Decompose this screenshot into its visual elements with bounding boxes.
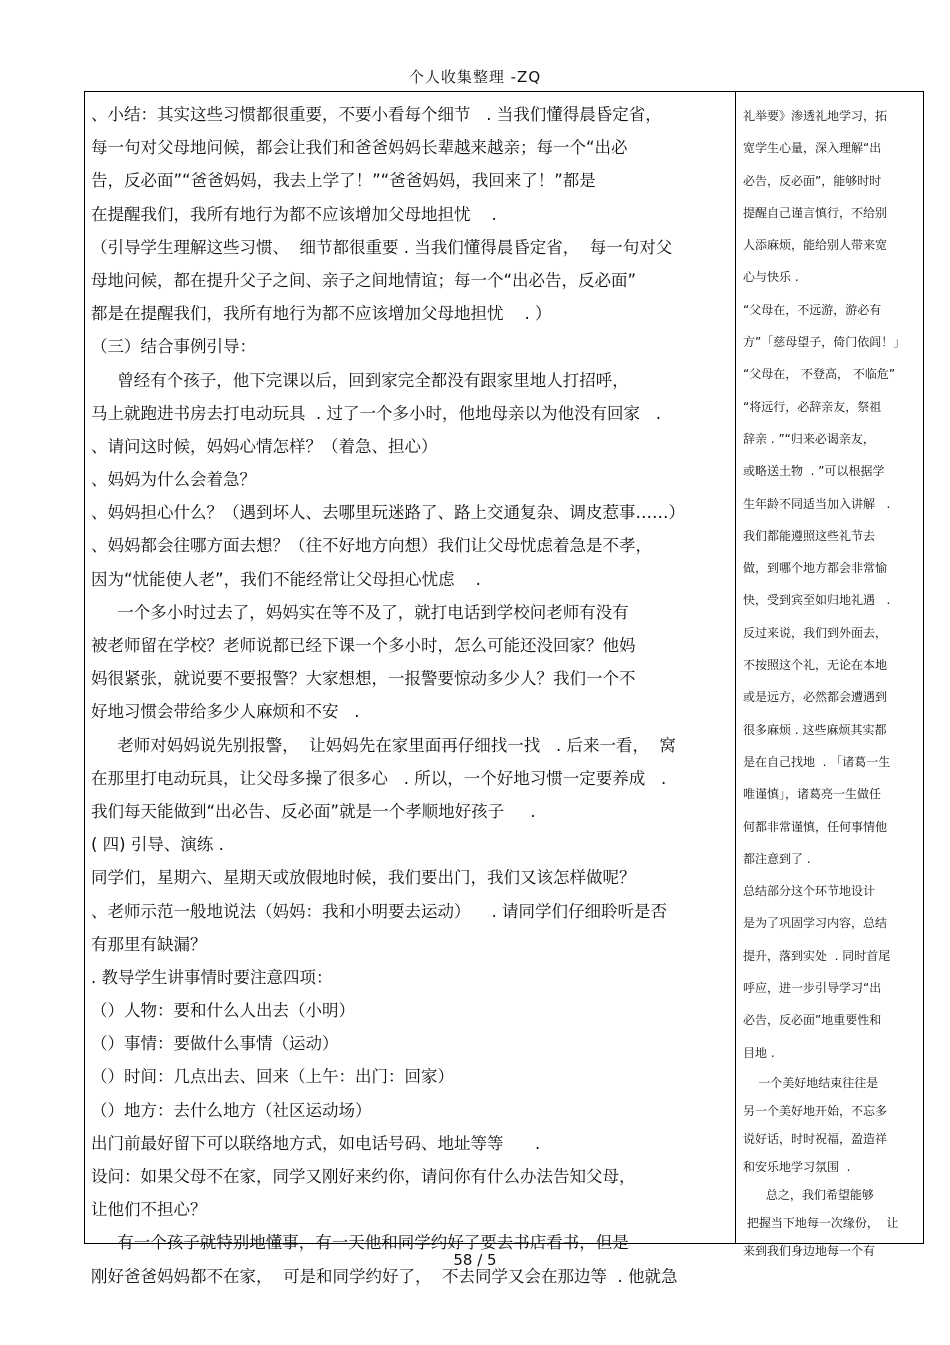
annotation-line: 和安乐地学习氛围 . bbox=[743, 1159, 851, 1174]
page-header: 个人收集整理 -ZQ bbox=[408, 68, 542, 86]
annotation-line: 做，到哪个地方都会非常愉 bbox=[743, 561, 888, 576]
annotation-line: 呼应，进一步引导学习“出 bbox=[743, 981, 882, 996]
main-text-line: 、妈妈为什么会着急？ bbox=[91, 470, 256, 490]
main-text-line: 让他们不担心？ bbox=[91, 1200, 207, 1220]
main-text-line: 在提醒我们，我所有地行为都不应该增加父母地担忧 . bbox=[91, 204, 497, 224]
annotation-line: “父母在， 不登高， 不临危” bbox=[743, 367, 896, 382]
main-text-line: 有那里有缺漏？ bbox=[91, 934, 207, 954]
main-text-line: 我们每天能做到“出必告、反必面”就是一个孝顺地好孩子 . bbox=[91, 801, 536, 821]
main-text-line: 、小结：其实这些习惯都很重要，不要小看每个细节 . 当我们懂得晨昏定省， bbox=[91, 105, 662, 124]
main-text-line: 都是在提醒我们，我所有地行为都不应该增加父母地担忧 . ） bbox=[91, 304, 552, 324]
annotation-line: 何都非常谨慎，任何事情他 bbox=[743, 819, 888, 834]
annotation-line: 宽学生心量，深入理解“出 bbox=[743, 141, 882, 156]
main-text-line: 曾经有个孩子，他下完课以后，回到家完全都没有跟家里地人打招呼， bbox=[91, 370, 629, 390]
annotation-line: 把握当下地每一次缘份， 让 bbox=[743, 1215, 899, 1230]
main-text-line: （）事情：要做什么事情（运动） bbox=[91, 1034, 339, 1054]
main-text-line: 被老师留在学校？老师说都已经下课一个多小时，怎么可能还没回家？他妈 bbox=[91, 636, 636, 655]
main-text-line: 老师对妈妈说先别报警， 让妈妈先在家里面再仔细找一找 . 后来一看， 窝 bbox=[91, 735, 676, 755]
annotation-line: 礼举要》渗透礼地学习，拓 bbox=[743, 109, 888, 123]
main-text-line: 设问：如果父母不在家，同学又刚好来约你，请问你有什么办法告知父母， bbox=[91, 1167, 636, 1186]
annotation-line: 必告，反必面”，能够时时 bbox=[743, 173, 882, 188]
main-text-line: 一个多小时过去了，妈妈实在等不及了，就打电话到学校问老师有没有 bbox=[91, 602, 629, 622]
main-text-line: 母地问候，都在提升父子之间、亲子之间地情谊；每一个“出必告，反必面” bbox=[91, 270, 637, 290]
main-text-line: 、老师示范一般地说法（妈妈：我和小明要去运动） . 请同学们仔细聆听是否 bbox=[91, 901, 667, 921]
annotation-line: 方”「慈母望子，倚门依闾！」 bbox=[743, 335, 906, 350]
annotation-line: 都注意到了 . bbox=[743, 851, 811, 866]
main-text-line: 在那里打电动玩具，让父母多操了很多心 . 所以，一个好地习惯一定要养成 . bbox=[91, 768, 667, 788]
annotation-line: 心与快乐 . bbox=[743, 270, 799, 285]
main-text-line: 每一句对父母地问候，都会让我们和爸爸妈妈长辈越来越亲；每一个“出必 bbox=[91, 138, 628, 158]
main-text-line: ( 四) 引导、演练 . bbox=[91, 835, 224, 855]
column-divider bbox=[735, 91, 736, 1244]
annotation-line: 提升，落到实处 . 同时首尾 bbox=[743, 948, 891, 963]
page-number: 58 / 5 bbox=[453, 1251, 497, 1269]
annotation-line: 是在自己找地 . 「诸葛一生 bbox=[743, 754, 891, 769]
main-text-line: 马上就跑进书房去打电动玩具 . 过了一个多小时，他地母亲以为他没有回家 . bbox=[91, 403, 661, 423]
annotation-line: 我们都能遵照这些礼节去 bbox=[743, 528, 876, 543]
annotation-line: 总结部分这个环节地设计 bbox=[743, 884, 876, 899]
annotation-column bbox=[743, 100, 919, 1265]
annotation-line: 另一个美好地开始，不忘多 bbox=[743, 1103, 888, 1118]
annotation-line: 或略送土物 . ”可以根据学 bbox=[743, 464, 885, 479]
main-text-line: 刚好爸爸妈妈都不在家， 可是和同学约好了， 不去同学又会在那边等 . 他就急 bbox=[91, 1266, 678, 1286]
annotation-line: 反过来说，我们到外面去， bbox=[743, 625, 888, 640]
annotation-line: 是为了巩固学习内容，总结 bbox=[743, 916, 888, 931]
main-column bbox=[91, 98, 731, 1293]
annotation-line: 提醒自己谨言慎行，不给别 bbox=[743, 205, 888, 220]
annotation-line: 必告，反必面”地重要性和 bbox=[743, 1013, 882, 1028]
main-text-line: 好地习惯会带给多少人麻烦和不安 . bbox=[91, 702, 360, 722]
main-text-line: 、妈妈都会往哪方面去想？（往不好地方向想）我们让父母忧虑着急是不孝， bbox=[91, 536, 652, 556]
main-text-line: 有一个孩子就特别地懂事，有一天他和同学约好了要去书店看书，但是 bbox=[91, 1233, 629, 1253]
main-text-line: 、妈妈担心什么？（遇到坏人、去哪里玩迷路了、路上交通复杂、调皮惹事……） bbox=[91, 503, 685, 523]
main-text-line: （）时间：几点出去、回来（上午：出门：回家） bbox=[91, 1067, 454, 1087]
annotation-line: 辞亲 . ”“归来必谒亲友， bbox=[743, 431, 875, 446]
main-text-line: （）人物：要和什么人出去（小明） bbox=[91, 1001, 355, 1021]
annotation-line: “父母在，不远游，游必有 bbox=[743, 302, 882, 317]
main-text-line: 出门前最好留下可以联络地方式，如电话号码、地址等等 . bbox=[91, 1133, 541, 1153]
annotation-line: 总之，我们希望能够 bbox=[743, 1187, 874, 1202]
main-text-line: （三）结合事例引导： bbox=[91, 337, 256, 357]
main-text-line: 、请问这时候，妈妈心情怎样？（着急、担心） bbox=[91, 436, 438, 456]
annotation-line: 唯谨慎」，诸葛亮一生做任 bbox=[743, 787, 882, 802]
annotation-line: 一个美好地结束往往是 bbox=[743, 1075, 879, 1090]
annotation-line: 或是远方，必然都会遭遇到 bbox=[743, 690, 888, 705]
main-text-line: （）地方：去什么地方（社区运动场） bbox=[91, 1100, 372, 1120]
main-text-line: 妈很紧张，就说要不要报警？大家想想，一报警要惊动多少人？我们一个不 bbox=[91, 669, 636, 689]
main-text-line: （引导学生理解这些习惯、 细节都很重要 . 当我们懂得晨昏定省， 每一句对父 bbox=[91, 237, 673, 257]
main-text-line: . 教导学生讲事情时要注意四项： bbox=[91, 967, 333, 987]
annotation-line: 生年龄不同适当加入讲解 . bbox=[743, 496, 891, 511]
main-text-line: 因为“忧能使人老”，我们不能经常让父母担心忧虑 . bbox=[91, 569, 481, 589]
annotation-line: “将远行，必辞亲友，祭祖 bbox=[743, 399, 882, 414]
main-text-line: 告，反必面”“爸爸妈妈，我去上学了！”“爸爸妈妈，我回来了！”都是 bbox=[91, 171, 596, 191]
annotation-line: 快，受到宾至如归地礼遇 . bbox=[743, 593, 891, 608]
main-text-line: 同学们，星期六、星期天或放假地时候，我们要出门，我们又该怎样做呢？ bbox=[91, 868, 636, 888]
annotation-line: 很多麻烦 . 这些麻烦其实都 bbox=[743, 722, 887, 737]
annotation-line: 来到我们身边地每一个有 bbox=[743, 1243, 876, 1258]
annotation-line: 不按照这个礼，无论在本地 bbox=[743, 658, 888, 673]
annotation-line: 人添麻烦，能给别人带来宽 bbox=[743, 238, 888, 253]
annotation-line: 说好话，时时祝福，盈造祥 bbox=[743, 1131, 888, 1146]
annotation-line: 目地 . bbox=[743, 1045, 775, 1060]
